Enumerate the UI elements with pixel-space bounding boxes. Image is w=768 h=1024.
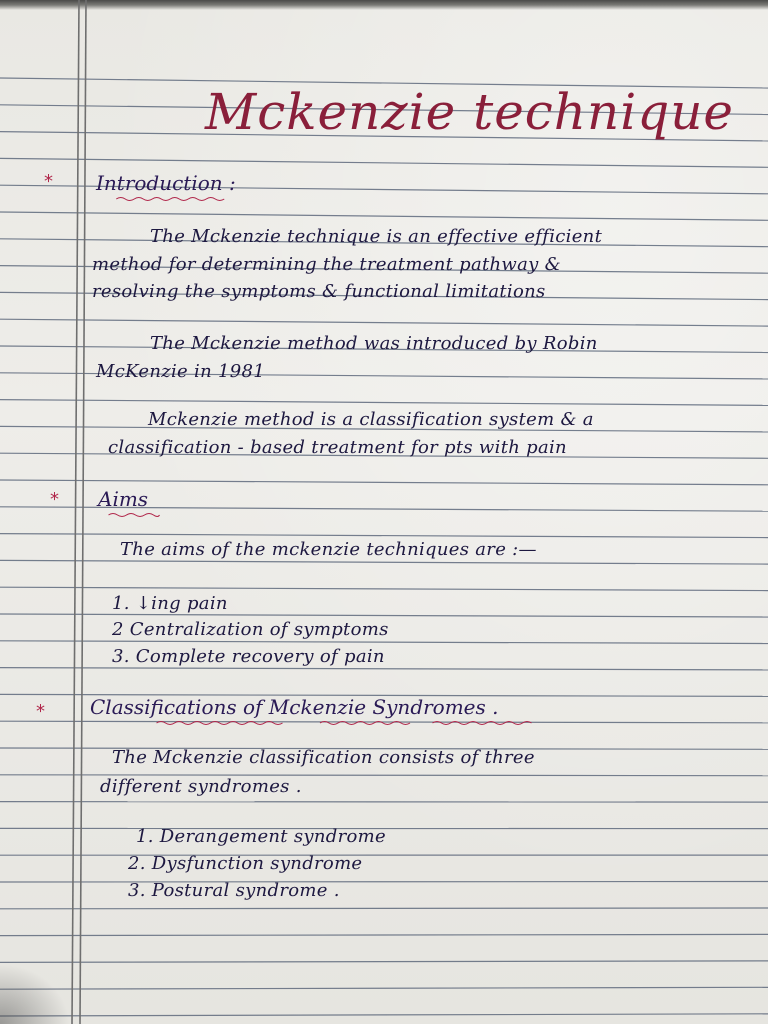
aims-line-1: The aims of the mckenzie techniques are :— — [120, 539, 537, 560]
aims-line-4: 3. Complete recovery of pain — [112, 646, 385, 667]
intro-line-6: Mckenzie method is a classification system & a — [148, 409, 594, 430]
rule-line — [0, 400, 768, 406]
intro-line-1: The Mckenzie technique is an effective efficient — [150, 226, 603, 247]
rule-line — [0, 1014, 768, 1016]
aims-star-bullet: * — [50, 489, 59, 510]
classification-heading-underline — [90, 720, 610, 726]
rule-line — [0, 212, 768, 220]
classification-heading — [90, 694, 610, 726]
rule-line — [0, 934, 768, 935]
rule-line — [0, 802, 768, 803]
page-corner-shadow — [0, 964, 70, 1024]
intro-heading — [96, 170, 246, 202]
aims-heading-underline — [98, 512, 170, 518]
intro-line-2: method for determining the treatment pathway & — [92, 254, 561, 275]
rule-line — [0, 961, 768, 963]
page-title: Mckenzie technique — [205, 83, 734, 141]
intro-heading-underline — [96, 196, 246, 202]
intro-star-bullet: * — [44, 171, 53, 192]
rule-line — [0, 534, 768, 538]
rule-line — [0, 158, 768, 167]
classification-star-bullet: * — [36, 701, 45, 722]
rule-line — [0, 987, 768, 989]
rule-line — [0, 908, 768, 909]
intro-line-7: classification - based treatment for pts with pain — [108, 437, 567, 458]
aims-heading — [98, 486, 170, 518]
margin-line-outer — [72, 0, 79, 1024]
classification-line-3: 1. Derangement syndrome — [136, 826, 386, 847]
margin-line-inner — [80, 0, 86, 1024]
intro-line-4: The Mckenzie method was introduced by Robin — [150, 333, 598, 354]
rule-line — [0, 480, 768, 485]
classification-heading-text: Classifications of Mckenzie Syndromes . — [90, 695, 499, 719]
rule-line — [0, 882, 768, 883]
intro-line-3: resolving the symptoms & functional limitations — [92, 281, 546, 302]
classification-line-1: The Mckenzie classification consists of three — [112, 747, 535, 768]
aims-heading-text: Aims — [98, 487, 149, 511]
classification-line-4: 2. Dysfunction syndrome — [128, 853, 363, 874]
classification-line-2: different syndromes . — [100, 776, 302, 797]
aims-line-2: 1. ↓ing pain — [112, 593, 228, 614]
classification-line-5: 3. Postural syndrome . — [128, 880, 340, 901]
rule-line — [0, 319, 768, 326]
rule-line — [0, 587, 768, 590]
intro-heading-text: Introduction : — [96, 171, 236, 195]
intro-line-5: McKenzie in 1981 — [96, 361, 266, 382]
aims-line-3: 2 Centralization of symptoms — [112, 619, 389, 640]
